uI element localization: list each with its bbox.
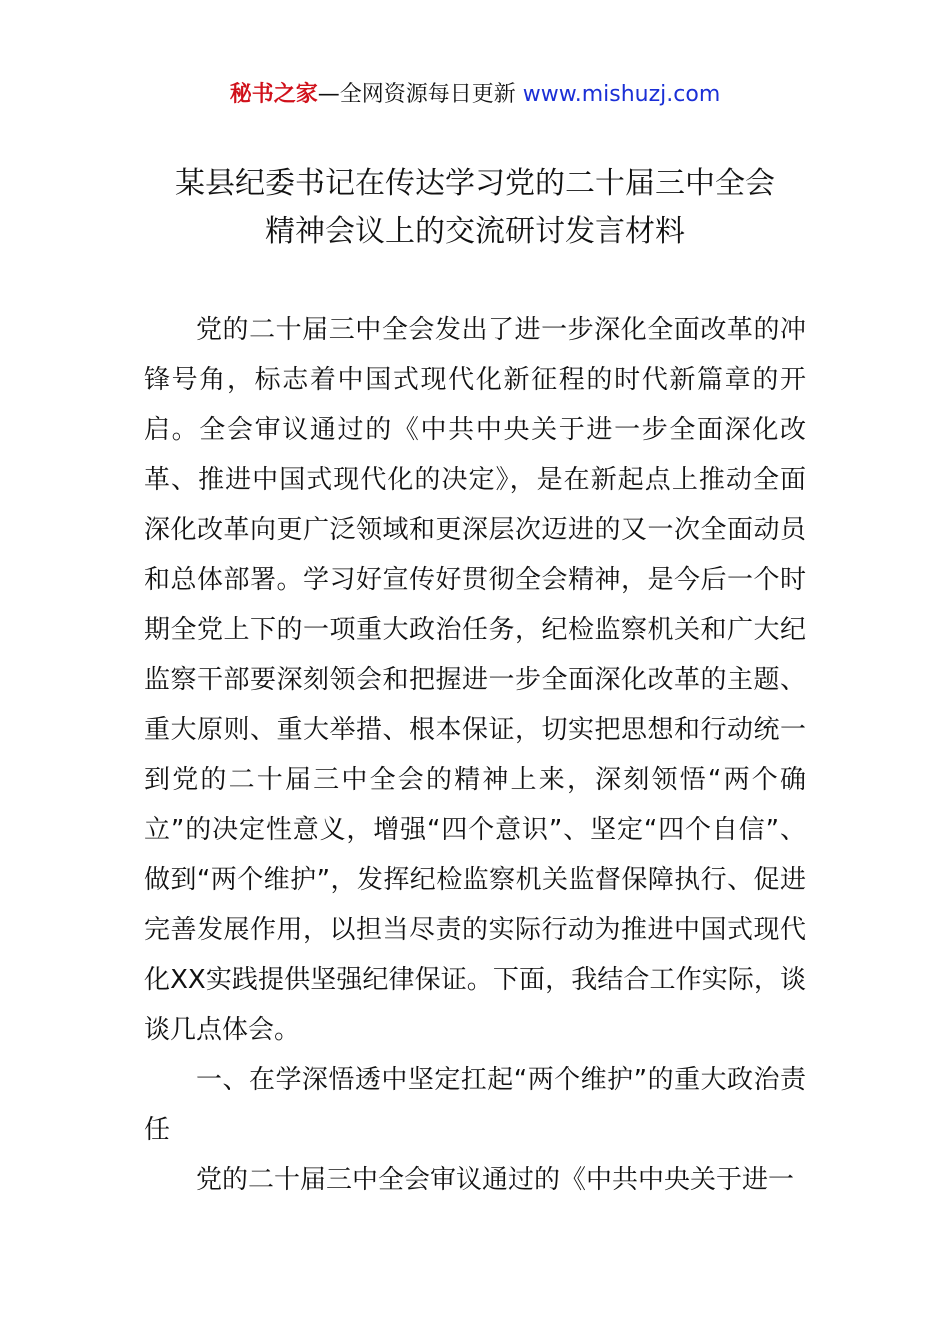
site-url-link[interactable]: www.mishuzj.com (522, 82, 721, 107)
site-header (0, 78, 950, 112)
title-line-2: 精神会议上的交流研讨发言材料 (265, 214, 685, 249)
site-tagline: —全网资源每日更新 (317, 82, 516, 107)
section-heading-1: 一、在学深悟透中坚定扛起“两个维护”的重大政治责任 (144, 1065, 806, 1145)
title-line-1: 某县纪委书记在传达学习党的二十届三中全会 (175, 166, 775, 201)
document-title (0, 160, 950, 256)
site-brand: 秘书之家 (229, 82, 318, 107)
intro-paragraph: 党的二十届三中全会发出了进一步深化全面改革的冲锋号角，标志着中国式现代化新征程的时代新篇章的开启。全会审议通过的《中共中央关于进一步全面深化改革、推进中国式现代化的决定》，是在新起点上推动全面深化改革向更广泛领域和更深层次迈进的又一次全面动员和总体部署。学习好宣传好贯彻全会精神，是今后一个时期全党上下的一项重大政治任务，纪检监察机关和广大纪监察干部要深刻领会和把握进一步全面深化改革的主题、重大原则、重大举措、根本保证，切实把思想和行动统一到党的二十届三中全会的精神上来，深刻领悟“两个确立”的决定性意义，增强“四个意识”、坚定“四个自信”、做到“两个维护”，发挥纪检监察机关监督保障执行、促进完善发展作用，以担当尽责的实际行动为推进中国式现代化XX实践提供坚强纪律保证。下面，我结合工作实际，谈谈几点体会。 (144, 315, 806, 1045)
section-1-paragraph: 党的二十届三中全会审议通过的《中共中央关于进一 (196, 1165, 795, 1195)
document-body (144, 305, 806, 1205)
